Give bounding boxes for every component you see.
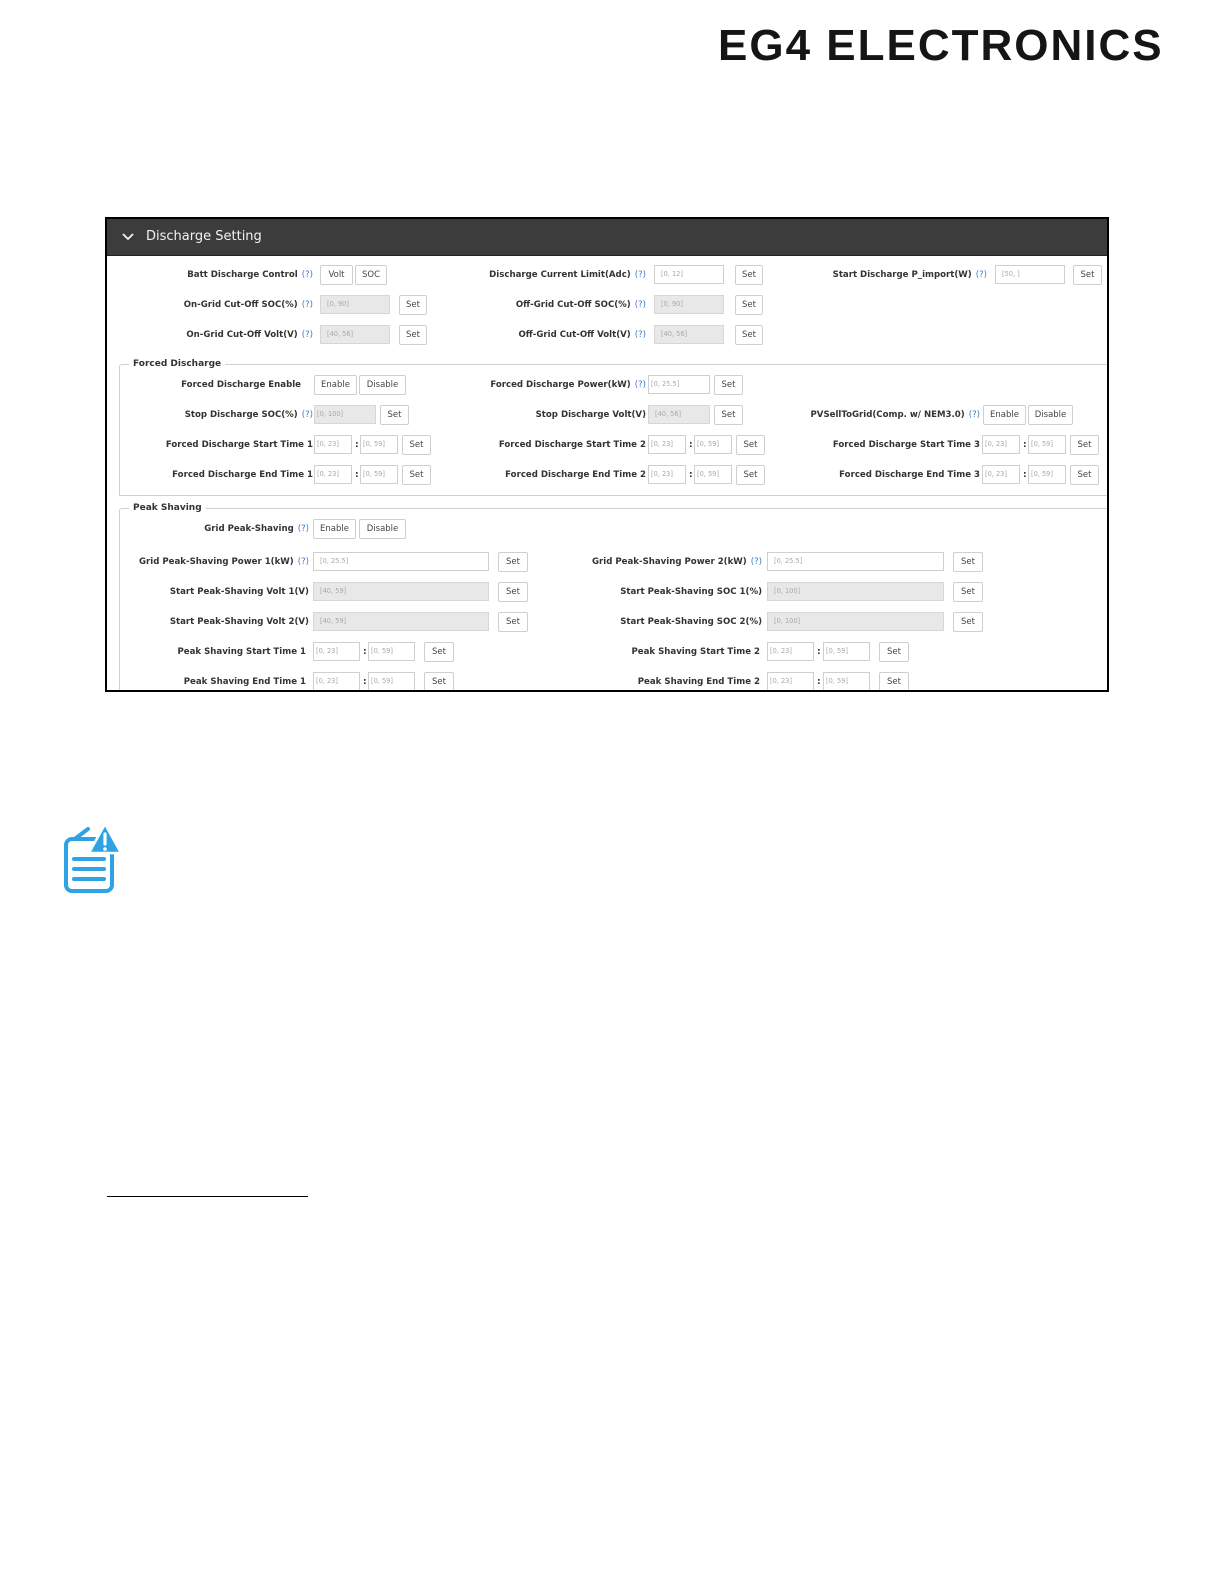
- forced-discharge-legend: Forced Discharge: [129, 358, 225, 370]
- help-icon[interactable]: (?): [634, 270, 646, 280]
- help-icon[interactable]: (?): [297, 557, 309, 567]
- peak-shaving-legend: Peak Shaving: [129, 502, 206, 514]
- peak-start-1-hour-input[interactable]: [0, 23]: [313, 642, 360, 661]
- start-peak-shaving-volt-2-label: Start Peak-Shaving Volt 2(V): [169, 617, 309, 627]
- time-separator: :: [355, 470, 359, 480]
- note-warning-icon: [60, 823, 124, 895]
- time-separator: :: [1023, 440, 1027, 450]
- time-separator: :: [363, 677, 367, 687]
- grid-peak-shaving-power-1-set-button[interactable]: Set: [498, 552, 528, 572]
- help-icon[interactable]: (?): [301, 410, 313, 420]
- peak-start-2-set-button[interactable]: Set: [879, 642, 909, 662]
- start-peak-shaving-soc-2-label: Start Peak-Shaving SOC 2(%): [620, 617, 762, 627]
- help-icon[interactable]: (?): [297, 524, 309, 534]
- stop-discharge-volt-input[interactable]: [40, 56]: [648, 405, 710, 424]
- forced-end-3-minute-input[interactable]: [0, 59]: [1028, 465, 1066, 484]
- forced-start-3-minute-input[interactable]: [0, 59]: [1028, 435, 1066, 454]
- forced-start-2-hour-input[interactable]: [0, 23]: [648, 435, 686, 454]
- start-peak-shaving-volt-2-input[interactable]: [40, 59]: [313, 612, 489, 631]
- peak-end-1-hour-input[interactable]: [0, 23]: [313, 672, 360, 691]
- forced-discharge-power-input[interactable]: [0, 25.5]: [648, 375, 710, 394]
- forced-discharge-enable-label: Forced Discharge Enable: [181, 380, 301, 390]
- forced-end-3-set-button[interactable]: Set: [1070, 465, 1099, 485]
- stop-discharge-soc-set-button[interactable]: Set: [380, 405, 409, 425]
- time-separator: :: [689, 440, 693, 450]
- forced-discharge-end-time-3-label: Forced Discharge End Time 3: [839, 470, 980, 480]
- footnote-divider: [107, 1196, 308, 1197]
- forced-start-1-minute-input[interactable]: [0, 59]: [360, 435, 398, 454]
- panel-header[interactable]: [107, 219, 1107, 256]
- help-icon[interactable]: (?): [301, 330, 313, 340]
- peak-end-2-hour-input[interactable]: [0, 23]: [767, 672, 814, 691]
- help-icon[interactable]: (?): [968, 410, 980, 420]
- discharge-setting-screenshot: [105, 217, 1109, 692]
- forced-discharge-start-time-2-label: Forced Discharge Start Time 2: [498, 440, 646, 450]
- panel-title: Discharge Setting: [146, 229, 262, 244]
- time-separator: :: [689, 470, 693, 480]
- chevron-down-icon[interactable]: [122, 232, 134, 241]
- forced-discharge-start-time-1-label: Forced Discharge Start Time 1: [165, 440, 313, 450]
- peak-start-1-minute-input[interactable]: [0, 59]: [368, 642, 415, 661]
- start-peak-shaving-soc-1-input[interactable]: [0, 100]: [767, 582, 944, 601]
- offgrid-cutoff-volt-set-button[interactable]: Set: [735, 325, 763, 345]
- pv-sell-to-grid-label: PVSellToGrid(Comp. w/ NEM3.0) (?): [810, 410, 980, 420]
- offgrid-cutoff-volt-label: Off-Grid Cut-Off Volt(V) (?): [518, 330, 646, 340]
- start-peak-shaving-soc-1-label: Start Peak-Shaving SOC 1(%): [620, 587, 762, 597]
- start-discharge-p-import-input[interactable]: [50, ]: [995, 265, 1065, 284]
- forced-end-2-hour-input[interactable]: [0, 23]: [648, 465, 686, 484]
- stop-discharge-volt-label: Stop Discharge Volt(V): [535, 410, 646, 420]
- ongrid-cutoff-volt-input[interactable]: [40, 56]: [320, 325, 390, 344]
- forced-start-1-set-button[interactable]: Set: [402, 435, 431, 455]
- ongrid-cutoff-soc-label: On-Grid Cut-Off SOC(%) (?): [183, 300, 313, 310]
- forced-end-1-set-button[interactable]: Set: [402, 465, 431, 485]
- peak-start-2-hour-input[interactable]: [0, 23]: [767, 642, 814, 661]
- discharge-current-limit-input[interactable]: [0, 12]: [654, 265, 724, 284]
- forced-end-3-hour-input[interactable]: [0, 23]: [982, 465, 1020, 484]
- time-separator: :: [1023, 470, 1027, 480]
- grid-peak-shaving-label: Grid Peak-Shaving (?): [204, 524, 309, 534]
- pv-sell-to-grid-disable-button[interactable]: Disable: [1028, 405, 1073, 425]
- forced-end-1-minute-input[interactable]: [0, 59]: [360, 465, 398, 484]
- peak-shaving-start-time-1-label: Peak Shaving Start Time 1: [177, 647, 306, 657]
- start-peak-shaving-soc-2-input[interactable]: [0, 100]: [767, 612, 944, 631]
- start-peak-shaving-soc-1-set-button[interactable]: Set: [953, 582, 983, 602]
- start-discharge-p-import-set-button[interactable]: Set: [1073, 265, 1102, 285]
- grid-peak-shaving-power-2-input[interactable]: [0, 25.5]: [767, 552, 944, 571]
- grid-peak-shaving-enable-button[interactable]: Enable: [313, 519, 356, 539]
- grid-peak-shaving-power-2-label: Grid Peak-Shaving Power 2(kW) (?): [591, 557, 762, 567]
- offgrid-cutoff-soc-label: Off-Grid Cut-Off SOC(%) (?): [515, 300, 646, 310]
- forced-discharge-power-set-button[interactable]: Set: [714, 375, 743, 395]
- grid-peak-shaving-power-2-set-button[interactable]: Set: [953, 552, 983, 572]
- grid-peak-shaving-power-1-input[interactable]: [0, 25.5]: [313, 552, 489, 571]
- grid-peak-shaving-power-1-label: Grid Peak-Shaving Power 1(kW) (?): [138, 557, 309, 567]
- offgrid-cutoff-volt-input[interactable]: [40, 56]: [654, 325, 724, 344]
- time-separator: :: [355, 440, 359, 450]
- peak-start-2-minute-input[interactable]: [0, 59]: [823, 642, 870, 661]
- help-icon[interactable]: (?): [634, 300, 646, 310]
- forced-end-2-minute-input[interactable]: [0, 59]: [694, 465, 732, 484]
- forced-discharge-power-label: Forced Discharge Power(kW) (?): [490, 380, 646, 390]
- offgrid-cutoff-soc-set-button[interactable]: Set: [735, 295, 763, 315]
- forced-start-3-set-button[interactable]: Set: [1070, 435, 1099, 455]
- forced-end-2-set-button[interactable]: Set: [736, 465, 765, 485]
- help-icon[interactable]: (?): [634, 330, 646, 340]
- start-peak-shaving-volt-1-set-button[interactable]: Set: [498, 582, 528, 602]
- batt-discharge-volt-button[interactable]: Volt: [320, 265, 353, 285]
- ongrid-cutoff-soc-set-button[interactable]: Set: [399, 295, 427, 315]
- start-peak-shaving-volt-2-set-button[interactable]: Set: [498, 612, 528, 632]
- help-icon[interactable]: (?): [301, 300, 313, 310]
- batt-discharge-soc-button[interactable]: SOC: [355, 265, 387, 285]
- forced-discharge-end-time-1-label: Forced Discharge End Time 1: [172, 470, 313, 480]
- stop-discharge-volt-set-button[interactable]: Set: [714, 405, 743, 425]
- forced-discharge-disable-button[interactable]: Disable: [359, 375, 406, 395]
- start-peak-shaving-volt-1-label: Start Peak-Shaving Volt 1(V): [169, 587, 309, 597]
- peak-end-2-minute-input[interactable]: [0, 59]: [823, 672, 870, 691]
- help-icon[interactable]: (?): [975, 270, 987, 280]
- forced-start-2-set-button[interactable]: Set: [736, 435, 765, 455]
- time-separator: :: [817, 647, 821, 657]
- forced-end-1-hour-input[interactable]: [0, 23]: [314, 465, 352, 484]
- pv-sell-to-grid-enable-button[interactable]: Enable: [983, 405, 1026, 425]
- ongrid-cutoff-volt-label: On-Grid Cut-Off Volt(V) (?): [186, 330, 313, 340]
- help-icon[interactable]: (?): [301, 270, 313, 280]
- peak-shaving-end-time-2-label: Peak Shaving End Time 2: [637, 677, 760, 687]
- start-discharge-p-import-label: Start Discharge P_import(W) (?): [832, 270, 987, 280]
- discharge-current-limit-set-button[interactable]: Set: [735, 265, 763, 285]
- peak-shaving-end-time-1-label: Peak Shaving End Time 1: [183, 677, 306, 687]
- stop-discharge-soc-label: Stop Discharge SOC(%) (?): [184, 410, 313, 420]
- peak-start-1-set-button[interactable]: Set: [424, 642, 454, 662]
- forced-start-2-minute-input[interactable]: [0, 59]: [694, 435, 732, 454]
- time-separator: :: [363, 647, 367, 657]
- peak-end-1-minute-input[interactable]: [0, 59]: [368, 672, 415, 691]
- time-separator: :: [817, 677, 821, 687]
- stop-discharge-soc-input[interactable]: [0, 100]: [314, 405, 376, 424]
- help-icon[interactable]: (?): [634, 380, 646, 390]
- grid-peak-shaving-disable-button[interactable]: Disable: [359, 519, 406, 539]
- ongrid-cutoff-soc-input[interactable]: [0, 90]: [320, 295, 390, 314]
- batt-discharge-control-label: Batt Discharge Control (?): [187, 270, 313, 280]
- discharge-current-limit-label: Discharge Current Limit(Adc) (?): [489, 270, 646, 280]
- forced-discharge-end-time-2-label: Forced Discharge End Time 2: [505, 470, 646, 480]
- peak-shaving-start-time-2-label: Peak Shaving Start Time 2: [631, 647, 760, 657]
- forced-start-3-hour-input[interactable]: [0, 23]: [982, 435, 1020, 454]
- brand-logo: EG4 ELECTRONICS: [718, 21, 1164, 70]
- start-peak-shaving-volt-1-input[interactable]: [40, 59]: [313, 582, 489, 601]
- forced-discharge-enable-button[interactable]: Enable: [314, 375, 357, 395]
- peak-end-1-set-button[interactable]: Set: [424, 672, 454, 692]
- forced-start-1-hour-input[interactable]: [0, 23]: [314, 435, 352, 454]
- forced-discharge-start-time-3-label: Forced Discharge Start Time 3: [832, 440, 980, 450]
- peak-end-2-set-button[interactable]: Set: [879, 672, 909, 692]
- ongrid-cutoff-volt-set-button[interactable]: Set: [399, 325, 427, 345]
- offgrid-cutoff-soc-input[interactable]: [0, 90]: [654, 295, 724, 314]
- help-icon[interactable]: (?): [750, 557, 762, 567]
- start-peak-shaving-soc-2-set-button[interactable]: Set: [953, 612, 983, 632]
